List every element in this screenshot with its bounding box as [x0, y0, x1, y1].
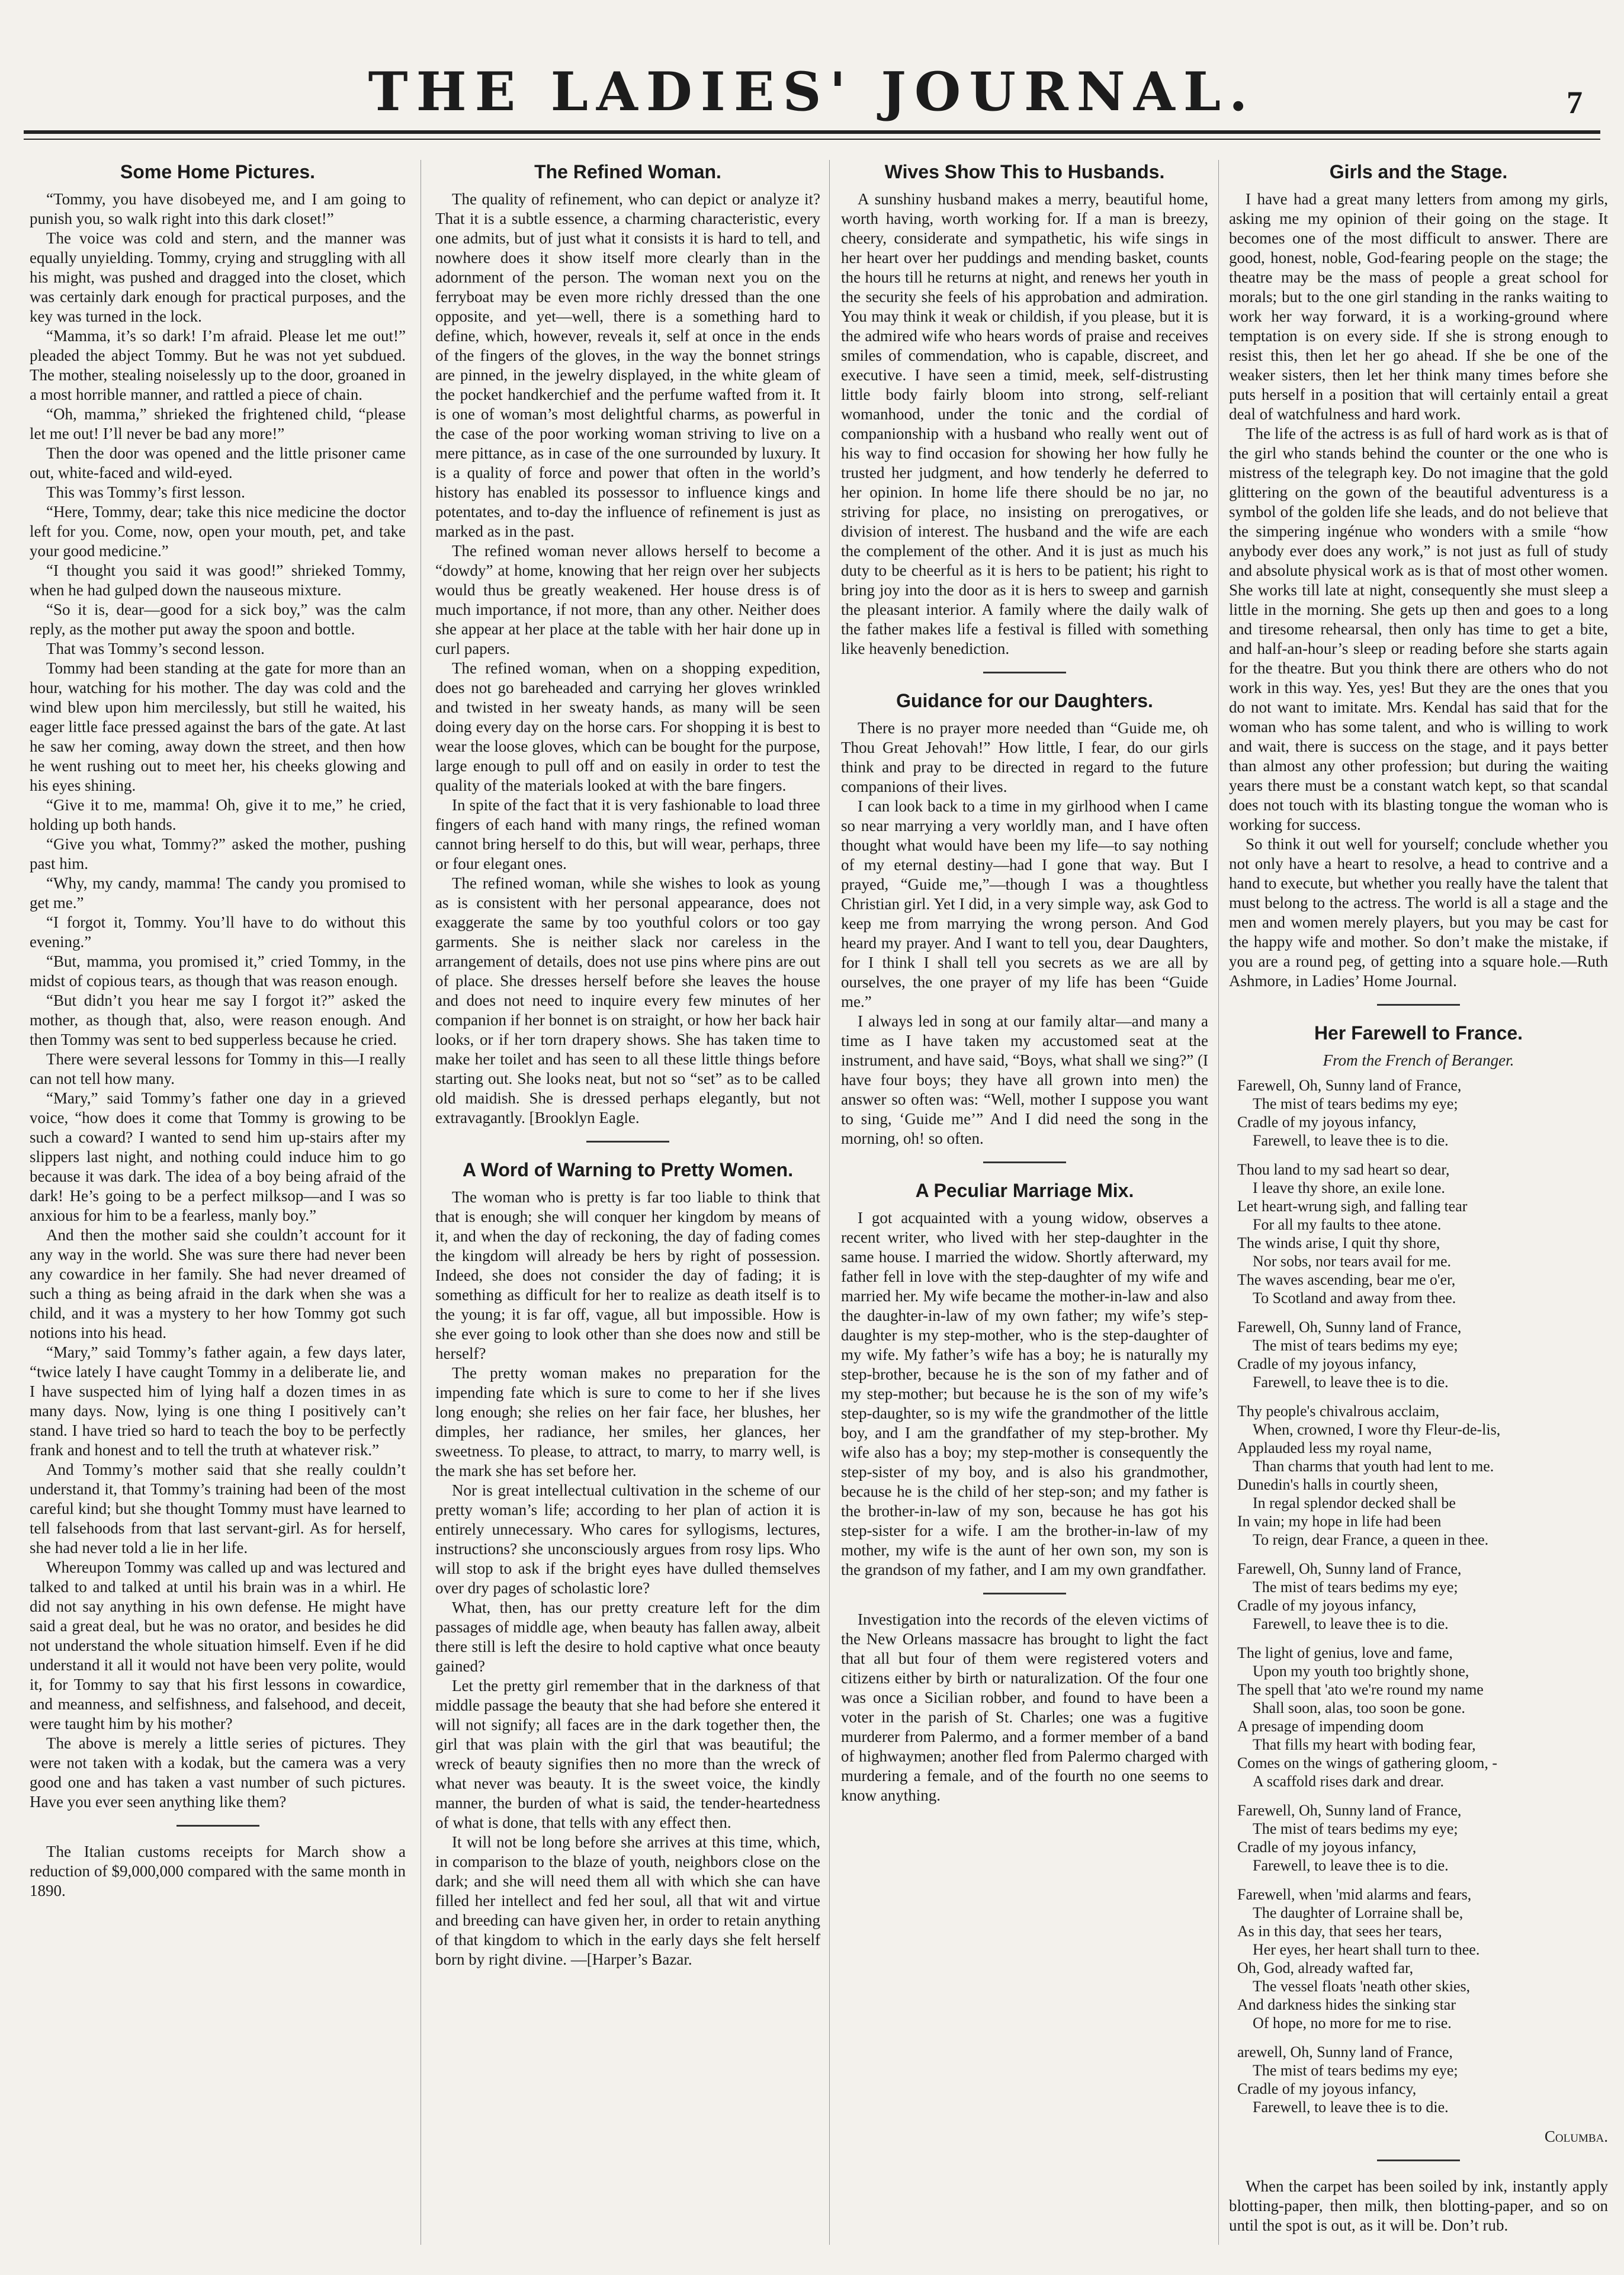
poem-line: Dunedin's halls in courtly sheen,	[1237, 1476, 1439, 1493]
poem-line: Oh, God, already wafted far,	[1237, 1959, 1414, 1976]
poem-line: Cradle of my joyous infancy,	[1237, 1355, 1417, 1372]
column-2	[435, 160, 820, 2251]
masthead	[0, 59, 1624, 148]
poem-line: The winds arise, I quit thy shore,	[1237, 1234, 1440, 1252]
poem-line: Farewell, when 'mid alarms and fears,	[1237, 1886, 1472, 1903]
article-title: Girls and the Stage.	[1329, 161, 1508, 182]
poem-line: The mist of tears bedims my eye;	[1253, 2062, 1458, 2079]
poem-line: Applauded less my royal name,	[1237, 1439, 1432, 1456]
section-separator	[176, 1825, 259, 1827]
paragraph: “I forgot it, Tommy. You’ll have to do without this evening.”	[30, 913, 406, 951]
poem-stanza	[1237, 1885, 1608, 2032]
poem-line: Thou land to my sad heart so dear,	[1237, 1161, 1450, 1178]
article-refined-woman	[435, 160, 820, 1128]
poem-line: Farewell, Oh, Sunny land of France,	[1237, 1802, 1462, 1819]
column-divider	[1218, 160, 1219, 2245]
paragraph: “Mary,” said Tommy’s father one day in a grieved voice, “how does it come that Tommy is growing to be such a coward? I wanted to send him up-stairs after my slippers last night, and nothing could induce him to go because it was dark. The idea of a boy being afraid of the dark! He’s going to be a perfect milksop—and I was so anxious for him to be a fearless, manly boy.”	[30, 1089, 406, 1224]
paragraph: “Tommy, you have disobeyed me, and I am going to punish you, so walk right into this dark closet!”	[30, 190, 406, 227]
article-home-pictures	[30, 160, 406, 1812]
page-number: 7	[1567, 85, 1583, 120]
poem-line: The waves ascending, bear me o'er,	[1237, 1271, 1456, 1288]
poem-line: Farewell, to leave thee is to die.	[1253, 2098, 1449, 2116]
paragraph: “Mamma, it’s so dark! I’m afraid. Please let me out!” pleaded the abject Tommy. But he was not yet subdued. The mother, stealing noiselessly up to the door, groaned in a most horrible manner, and rattled a piece of chain.	[30, 327, 406, 403]
poem-line: Cradle of my joyous infancy,	[1237, 1838, 1417, 1856]
paragraph: The voice was cold and stern, and the manner was equally unyielding. Tommy, crying and struggling with all his might, was pushed and dragged into the closet, which was certainly dark enough for practical purposes, and the key was turned in the lock.	[30, 229, 406, 325]
carpet-note: When the carpet has been soiled by ink, instantly apply blotting-paper, then milk, then blotting-paper, and so on until the spot is out, as it will be. Don’t rub.	[1229, 2177, 1608, 2234]
poem-line: Farewell, to leave thee is to die.	[1253, 1374, 1449, 1391]
poem-line: Thy people's chivalrous acclaim,	[1237, 1403, 1440, 1420]
poem-line: In regal splendor decked shall be	[1253, 1494, 1456, 1512]
paragraph: So think it out well for yourself; conclude whether you not only have a heart to resolve, a head to contrive and a hand to execute, but whether you really have the talent that must belong to the actress. The world is all a stage and the men and women merely players, but you may be cast for the happy wife and mother. So don’t make the mistake, if you are a round peg, of getting into a square hole.—Ruth Ashmore, in Ladies’ Home Journal.	[1229, 835, 1608, 990]
article-body	[435, 190, 820, 1128]
paragraph: This was Tommy’s first lesson.	[46, 483, 245, 501]
article-marriage-mix	[841, 1179, 1208, 1580]
poem-line: To Scotland and away from thee.	[1253, 1289, 1456, 1307]
poem-line: Comes on the wings of gathering gloom, -	[1237, 1754, 1498, 1772]
article-title: Wives Show This to Husbands.	[884, 161, 1165, 182]
poem-title: Her Farewell to France.	[1314, 1022, 1523, 1044]
section-separator	[586, 1141, 669, 1143]
poem-line: The light of genius, love and fame,	[1237, 1644, 1453, 1661]
article-title: The Refined Woman.	[534, 161, 721, 182]
section-separator	[983, 1593, 1066, 1594]
poem-line: Let heart-wrung sigh, and falling tear	[1237, 1198, 1468, 1215]
paragraph: Whereupon Tommy was called up and was lectured and talked to and talked at until his brain was in a whirl. He did not say anything in his own defense. He might have said a great deal, but he was no orator, and besides he did not understand the whole situation himself. Even if he did understand it all it would not have been very polite, would it, for Tommy to say that his first lessons in cowardice, and meanness, and selfishness, and falsehood, and deceit, were taught him by his mother?	[30, 1558, 406, 1732]
poem-line: Of hope, no more for me to rise.	[1253, 2014, 1452, 2032]
poem-line: Upon my youth too brightly shone,	[1253, 1663, 1469, 1680]
poem-stanza	[1237, 1402, 1608, 1549]
customs-note: The Italian customs receipts for March show a reduction of $9,000,000 compared with the same month in 1890.	[30, 1843, 406, 1899]
poem-line: The vessel floats 'neath other skies,	[1253, 1978, 1471, 1995]
article-body	[1229, 190, 1608, 991]
column-3	[841, 160, 1208, 2251]
poem-line: A presage of impending doom	[1237, 1718, 1424, 1735]
section-separator	[983, 1161, 1066, 1163]
paragraph: What, then, has our pretty creature left for the dim passages of middle age, when beauty has fallen away, albeit there still is left the desire to hold captive what once beauty gained?	[435, 1599, 820, 1675]
article-daughters	[841, 689, 1208, 1148]
paragraph: A sunshiny husband makes a merry, beautiful home, worth having, worth working for. If a man is breezy, cheery, considerate and sympathetic, his wife sings in her heart over her puddings and mending basket, counts the hours till he returns at night, and renews her youth in the security she feels of his approbation and admiration. You may think it weak or childish, if you please, but it is the admired wife who hears words of praise and receives smiles of commendation, who is capable, discreet, and executive. I have seen a timid, meek, self-distrusting little body fairly bloom into strong, self-reliant womanhood, under the tonic and the cordial of companionship with a husband who really went out of his way to find occasion for showing her how fully he trusted her judgment, and how tenderly he deferred to her opinion. In home life there should be no jar, no striving for place, no insisting on prerogatives, or division of interest. The husband and the wife are each the complement of the other. And it is just as much his duty to be cheerful as it is hers to be patient; his right to bring joy into the door as it is hers to sweep and garnish the pleasant interior. A family where the daily walk of the father makes life a festival is filled with something like heavenly benediction.	[841, 190, 1208, 657]
poem-line: The mist of tears bedims my eye;	[1253, 1820, 1458, 1837]
paragraph: I always led in song at our family altar—and many a time as I have taken my accustomed seat at the instrument, and have said, “Boys, what shall we sing?” (I have four boys; they have all grown into men) the answer so often was: “Well, mother I suppose you want to sing, ‘Guide me’” And I did need the song in the morning, oh! so often.	[841, 1012, 1208, 1147]
poem-body	[1229, 1076, 1608, 2116]
poem-line: Farewell, to leave thee is to die.	[1253, 1132, 1449, 1149]
poem-signature: Columba.	[1544, 2128, 1608, 2145]
poem-line: As in this day, that sees her tears,	[1237, 1923, 1442, 1940]
poem-line: Her eyes, her heart shall turn to thee.	[1253, 1941, 1480, 1958]
article-title: A Peculiar Marriage Mix.	[915, 1180, 1134, 1201]
article-body	[841, 1208, 1208, 1580]
poem-line: That fills my heart with boding fear,	[1253, 1736, 1476, 1753]
paragraph: “Oh, mamma,” shrieked the frightened child, “please let me out! I’ll never be bad any more!”	[30, 405, 406, 442]
paragraph: Let the pretty girl remember that in the darkness of that middle passage the beauty that she had before she entered it will not signify; all faces are in the dark together then, the girl that was plain with the girl that was beautiful; the wreck of beauty signifies then no more than the wreck of what never was beauty. It is the sweet voice, the kindly manner, the burden of what is said, the tender-heartedness of what is done, that tells with any effect then.	[435, 1677, 820, 1831]
column-1	[30, 160, 406, 2251]
paragraph: That was Tommy’s second lesson.	[46, 640, 265, 657]
paragraph: The refined woman, while she wishes to look as young as is consistent with her personal appearance, does not exaggerate the same by too youthful colors or too gay garments. She is neither slack nor careless in the arrangement of details, does not use pins where pins are out of place. She dresses herself before she leaves the house and does not need to inquire every few minutes of her companion if her bonnet is on straight, or how her back hair looks, or if her torn drapery shows. She has taken time to make her toilet and has seen to all these little things before starting out. She looks neat, but not so “set” as to be called old maidish. She is dressed perhaps elegantly, but not extravagantly. [Brooklyn Eagle.	[435, 874, 820, 1127]
column-4	[1229, 160, 1608, 2251]
article-body	[841, 190, 1208, 659]
poem-stanza	[1237, 1560, 1608, 1633]
poem-line: The mist of tears bedims my eye;	[1253, 1578, 1458, 1596]
masthead-rule-thin	[24, 139, 1600, 140]
poem-stanza	[1237, 1076, 1608, 1150]
paragraph: “So it is, dear—good for a sick boy,” was the calm reply, as the mother put away the spoon and bottle.	[30, 601, 406, 638]
poem-stanza	[1237, 1318, 1608, 1391]
article-body	[841, 718, 1208, 1148]
poem-line: Cradle of my joyous infancy,	[1237, 1597, 1417, 1614]
section-separator	[1377, 1004, 1460, 1006]
poem-line: The mist of tears bedims my eye;	[1253, 1337, 1458, 1354]
poem-line: Cradle of my joyous infancy,	[1237, 1114, 1417, 1131]
paragraph: “Mary,” said Tommy’s father again, a few days later, “twice lately I have caught Tommy in a deliberate lie, and I have suspected him of lying half a dozen times in as many days. Now, lying is one thing I positively can’t stand. I have tried so hard to teach the boy to be perfectly frank and honest and to tell the truth at whatever risk.”	[30, 1343, 406, 1459]
poem-line: For all my faults to thee atone.	[1253, 1216, 1442, 1233]
paragraph: “Give you what, Tommy?” asked the mother, pushing past him.	[30, 835, 406, 872]
paragraph: The life of the actress is as full of hard work as is that of the girl who stands behind the counter or the one who is mistress of the telegraph key. Do not imagine that the gold glittering on the gown of the beautiful adventuress is a symbol of the golden life she leads, and do not believe that the simpering ingénue who wonders with a smile “how anybody ever does any work,” is not just as full of study and absolute physical work as is that of most other women. She works till late at night, consequently she must sleep a little in the morning. She gets up then and goes to a long and tiresome rehearsal, then only has time to get a bite, and half-an-hour’s sleep or reading before she starts again for the theatre. But you think there are others who do not work in this way. Yes, yes! But they are the ones that you do not want to imitate. Mrs. Kendal has said that for the woman who has some talent, and who is willing to work and wait, there is success on the stage, and it pays better than almost any other profession; but during the waiting years there must be a constant watch kept, so that scandal does not touch with its blasting tongue the woman who is working for success.	[1229, 425, 1608, 833]
paragraph: “But, mamma, you promised it,” cried Tommy, in the midst of copious tears, as though that was reason enough.	[30, 952, 406, 990]
article-body	[435, 1188, 820, 1969]
poem-line: Nor sobs, nor tears avail for me.	[1253, 1253, 1452, 1270]
paragraph: “But didn’t you hear me say I forgot it?” asked the mother, as though that, also, were reason enough. And then Tommy was sent to bed supperless because he cried.	[30, 991, 406, 1048]
section-separator	[983, 672, 1066, 673]
paragraph: There were several lessons for Tommy in this—I really can not tell how many.	[30, 1050, 406, 1087]
poem-line: Farewell, Oh, Sunny land of France,	[1237, 1560, 1462, 1577]
poem-line: When, crowned, I wore thy Fleur-de-lis,	[1253, 1421, 1501, 1438]
paragraph: The refined woman never allows herself to become a “dowdy” at home, knowing that her reign over her subjects would thus be greatly weakened. Her house dress is of much importance, if not more, than any other. Neither does she appear at her place at the table with her hair done up in curl papers.	[435, 542, 820, 657]
poem-line: Farewell, Oh, Sunny land of France,	[1237, 1318, 1462, 1336]
paragraph: “Why, my candy, mamma! The candy you promised to get me.”	[30, 874, 406, 912]
poem-line: I leave thy shore, an exile lone.	[1253, 1179, 1445, 1196]
paragraph: In spite of the fact that it is very fashionable to load three fingers of each hand with many rings, the refined woman cannot bring herself to do this, but will wear, perhaps, three or four elegant ones.	[435, 796, 820, 872]
paragraph: The pretty woman makes no preparation for the impending fate which is sure to come to her if she lives long enough; she relies on her fair face, her blushes, her dimples, her radiance, her smiles, her glances, her sweetness. To please, to attract, to marry, to marry well, is the mark she has set before her.	[435, 1364, 820, 1480]
poem-line: In vain; my hope in life had been	[1237, 1513, 1442, 1530]
poem-line: The daughter of Lorraine shall be,	[1253, 1904, 1463, 1921]
poem-line: Shall soon, alas, too soon be gone.	[1253, 1699, 1465, 1716]
section-separator	[1377, 2160, 1460, 2161]
article-pretty-women	[435, 1158, 820, 1969]
new-orleans-note: Investigation into the records of the eleven victims of the New Orleans massacre has brought to light the fact that all but four of them were registered voters and citizens either by birth or naturalization. Of the four one was once a Sicilian robber, and found to have been a voter in the parish of St. Charles; one was a fugitive murderer from Palermo, and a former member of a band of highwaymen; another fled from Palermo charged with murdering a female, and of the fourth no one seems to know anything.	[841, 1610, 1208, 1804]
poem-line: A scaffold rises dark and drear.	[1253, 1773, 1444, 1790]
column-divider	[829, 160, 830, 2245]
poem-stanza	[1237, 1644, 1608, 1791]
poem-line: The spell that 'ato we're round my name	[1237, 1681, 1484, 1698]
paragraph: It will not be long before she arrives at this time, which, in comparison to the blaze of youth, neighbors close on the dark; and she will need them all with which she can have filled her intellect and fed her soul, all that wit and virtue and breeding can have given her, in order to retain anything of that kingdom to which in the early days she felt herself born by right divine. —[Harper’s Bazar.	[435, 1833, 820, 1968]
paragraph: The woman who is pretty is far too liable to think that that is enough; she will conquer her kingdom by means of it, and when the day of reckoning, the day of fading comes the kingdom will already be hers by right of possession. Indeed, she does not consider the day of fading; it is something as difficult for her to realize as death itself is to the young; it is far off, vague, all but impossible. How is she ever going to look other than she does now and still be herself?	[435, 1188, 820, 1362]
paragraph: I got acquainted with a young widow, observes a recent writer, who lived with her step-daughter in the same house. I married the widow. Shortly afterward, my father fell in love with the step-daughter of my wife and married her. My wife became the mother-in-law and also the daughter-in-law of my own father; my wife’s step-daughter is my step-mother, who is the step-daughter of my wife. My father’s wife has a boy; he is naturally my step-brother, because he is the son of my father and of my step-mother; but because he is the son of my wife’s step-daughter, so is my wife the grandmother of the little boy, and I am the grandfather of my step-brother. My wife also has a boy; my step-mother is consequently the step-sister of my boy, and is also his grandmother, because he is the child of her step-son; and my father is the brother-in-law of my son, because he has got his step-sister for a wife. I am the brother-in-law of my mother, my wife is the aunt of her own son, my son is the grandson of my father, and I am my own grandfather.	[841, 1209, 1208, 1578]
poem-line: arewell, Oh, Sunny land of France,	[1237, 2043, 1453, 2061]
paragraph: Nor is great intellectual cultivation in the scheme of our pretty woman’s life; according to her plan of action it is entirely unnecessary. Who cares for syllogisms, lectures, instructions? she unconsciously argues from rosy lips. Who will stop to ask if the bright eyes have dulled themselves over dry pages of scholastic lore?	[435, 1481, 820, 1597]
masthead-rule	[24, 130, 1600, 134]
poem-line: The mist of tears bedims my eye;	[1253, 1095, 1458, 1112]
paragraph: “Give it to me, mamma! Oh, give it to me,” he cried, holding up both hands.	[30, 796, 406, 833]
paragraph: The refined woman, when on a shopping expedition, does not go bareheaded and carrying her gloves wrinkled and twisted in her sweaty hands, as many will be seen doing every day on the horse cars. For shopping it is best to wear the loose gloves, which can be bought for the purpose, large enough to pull off and on easily in order to test the quality of the materials looked at with the bare fingers.	[435, 659, 820, 794]
poem-line: Than charms that youth had lent to me.	[1253, 1458, 1494, 1475]
paragraph: “Here, Tommy, dear; take this nice medicine the doctor left for you. Come, now, open your mouth, pet, and take your good medicine.”	[30, 503, 406, 560]
paragraph: “I thought you said it was good!” shrieked Tommy, when he had gulped down the nauseous mixture.	[30, 561, 406, 599]
paragraph: The quality of refinement, who can depict or analyze it? That it is a subtle essence, a charming characteristic, every one admits, but of just what it consists it is hard to tell, and nowhere does it show itself more clearly than in the adornment of the person. The woman next you on the ferryboat may be even more richly dressed than the one opposite, and yet—well, there is a something hard to define, which, however, reveals it, self at once in the ends of the fingers of the gloves, in the way the bonnet strings are pinned, in the jewelry displayed, in the white gleam of the pocket handkerchief and the perfume wafted from it. It is one of woman’s most delightful charms, as powerful in the case of the poor working woman striving to live on a mere pittance, as in case of the one surrounded by luxury. It is a quality of force and power that often in the world’s history has enabled its possessor to influence kings and potentates, and to-day the influence of refinement is just as marked as in the past.	[435, 190, 820, 540]
article-stage	[1229, 160, 1608, 991]
paragraph: I can look back to a time in my girlhood when I came so near marrying a very worldly man, and I have often thought what would have been my life—to say nothing of my eternal destiny—had I gone that way. But I prayed, “Guide me,”—though I was a thoughtless Christian girl. Yet I did, in a very simple way, ask God to keep me from marrying the wrong person. And God heard my prayer. And I want to tell you, dear Daughters, for I think I shall tell you secrets as we are all by ourselves, the one prayer of my life has been “Guide me.”	[841, 797, 1208, 1010]
poem-stanza	[1237, 1160, 1608, 1307]
article-body	[30, 190, 406, 1812]
paragraph: And then the mother said she couldn’t account for it any way in the world. She was sure there had never been any cowardice in her family. She had never dreamed of such a thing as being afraid in the dark when she was a child, and it was a mystery to her how Tommy got such notions into his head.	[30, 1226, 406, 1342]
poem-stanza	[1237, 2043, 1608, 2116]
article-title: Guidance for our Daughters.	[896, 690, 1153, 711]
paragraph: Tommy had been standing at the gate for more than an hour, watching for his mother. The day was cold and the wind blew upon him mercilessly, but still he waited, his eager little face pressed against the bars of the gate. At last he saw her coming, away down the street, and then how he went rushing out to meet her, his cheeks glowing and his eyes shining.	[30, 659, 406, 794]
poem-stanza	[1237, 1801, 1608, 1875]
paragraph: I have had a great many letters from among my girls, asking me my opinion of their going on the stage. It becomes one of the most difficult to answer. There are good, honest, noble, God-fearing people on the stage; the theatre may be the mass of people a great school for morals; but to the one girl standing in the ranks waiting to work her way forward, it is a working-ground where temptation is on every side. If she is strong enough to resist this, then let her go ahead. If she be one of the weaker sisters, then let her think many times before she puts herself in a position that will certainly entail a great deal of watchfulness and hard work.	[1229, 190, 1608, 423]
paragraph: Then the door was opened and the little prisoner came out, white-faced and wild-eyed.	[30, 444, 406, 482]
paragraph: There is no prayer more needed than “Guide me, oh Thou Great Jehovah!” How little, I fear, do our girls think and pray to be directed in regard to the future companions of their lives.	[841, 719, 1208, 795]
article-title: Some Home Pictures.	[120, 161, 315, 182]
poem-line: Farewell, to leave thee is to die.	[1253, 1857, 1449, 1874]
journal-title: THE LADIES' JOURNAL.	[368, 60, 1256, 123]
poem-line: To reign, dear France, a queen in thee.	[1253, 1531, 1489, 1548]
poem-line: Farewell, Oh, Sunny land of France,	[1237, 1077, 1462, 1094]
article-husbands	[841, 160, 1208, 659]
paragraph: And Tommy’s mother said that she really couldn’t understand it, that Tommy’s training had been of the most careful kind; but she thought Tommy must have learned to tell falsehoods from that last servant-girl. As for herself, she had never told a lie in her life.	[30, 1461, 406, 1557]
poem-line: Farewell, to leave thee is to die.	[1253, 1615, 1449, 1632]
poem-subtitle: From the French of Beranger.	[1323, 1051, 1514, 1069]
poem-line: And darkness hides the sinking star	[1237, 1996, 1456, 2013]
poem-line: Cradle of my joyous infancy,	[1237, 2080, 1417, 2097]
poem-farewell	[1229, 1021, 1608, 2146]
article-title: A Word of Warning to Pretty Women.	[462, 1159, 794, 1180]
paragraph: The above is merely a little series of pictures. They were not taken with a kodak, but the camera was a very good one and has taken a vast number of such pictures. Have you ever seen anything like them?	[30, 1734, 406, 1811]
